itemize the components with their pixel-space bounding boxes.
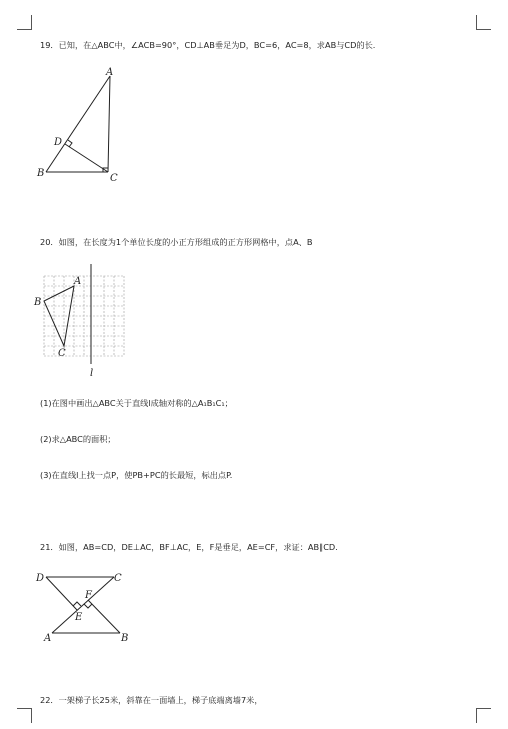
question-20-part-2: (2)求△ABC的面积； xyxy=(40,434,116,444)
label-d: D xyxy=(54,137,63,148)
label-a: A xyxy=(44,633,52,644)
label-c: C xyxy=(114,573,122,584)
right-angle-mark-f xyxy=(84,604,92,608)
question-20-grid-figure xyxy=(30,260,140,385)
corner-mark-top-right xyxy=(476,15,491,30)
label-b: B xyxy=(34,297,42,308)
question-20-text: 20．如图，在长度为1个单位长度的小正方形组成的正方形网格中，点A、B xyxy=(40,237,313,247)
corner-mark-bottom-left xyxy=(17,708,32,723)
label-d: D xyxy=(36,573,45,584)
segment-ac xyxy=(108,76,110,172)
label-b: B xyxy=(121,633,129,644)
label-b: B xyxy=(37,168,45,179)
unit-grid xyxy=(44,276,124,356)
segment-ac xyxy=(52,577,114,633)
label-f: F xyxy=(85,590,92,601)
segment-de xyxy=(46,577,77,610)
label-c: C xyxy=(110,173,118,184)
question-19-figure xyxy=(30,62,130,187)
question-22-text: 22．一架梯子长25米，斜靠在一面墙上，梯子底端离墙7米， xyxy=(40,695,263,705)
segment-ab xyxy=(46,76,110,172)
segment-bf xyxy=(88,600,120,633)
label-l: l xyxy=(90,368,94,379)
corner-mark-bottom-right xyxy=(476,708,491,723)
question-21-text: 21．如图，AB=CD，DE⊥AC，BF⊥AC，E，F是垂足，AE=CF，求证：AB∥CD. xyxy=(40,542,338,552)
right-angle-mark-e xyxy=(73,602,81,606)
question-21-figure xyxy=(30,565,140,645)
corner-mark-top-left xyxy=(17,15,32,30)
label-c: C xyxy=(58,348,66,359)
question-19-text: 19．已知，在△ABC中，∠ACB=90°，CD⊥AB垂足为D，BC=6，AC=8，求AB与CD的长. xyxy=(40,40,376,50)
label-a: A xyxy=(106,67,114,78)
label-e: E xyxy=(75,612,83,623)
question-20-part-1: (1)在图中画出△ABC关于直线l成轴对称的△A₁B₁C₁； xyxy=(40,398,233,408)
segment-cd xyxy=(65,144,108,172)
label-a: A xyxy=(74,276,82,287)
question-20-part-3: (3)在直线l上找一点P，使PB+PC的长最短，标出点P. xyxy=(40,470,233,480)
